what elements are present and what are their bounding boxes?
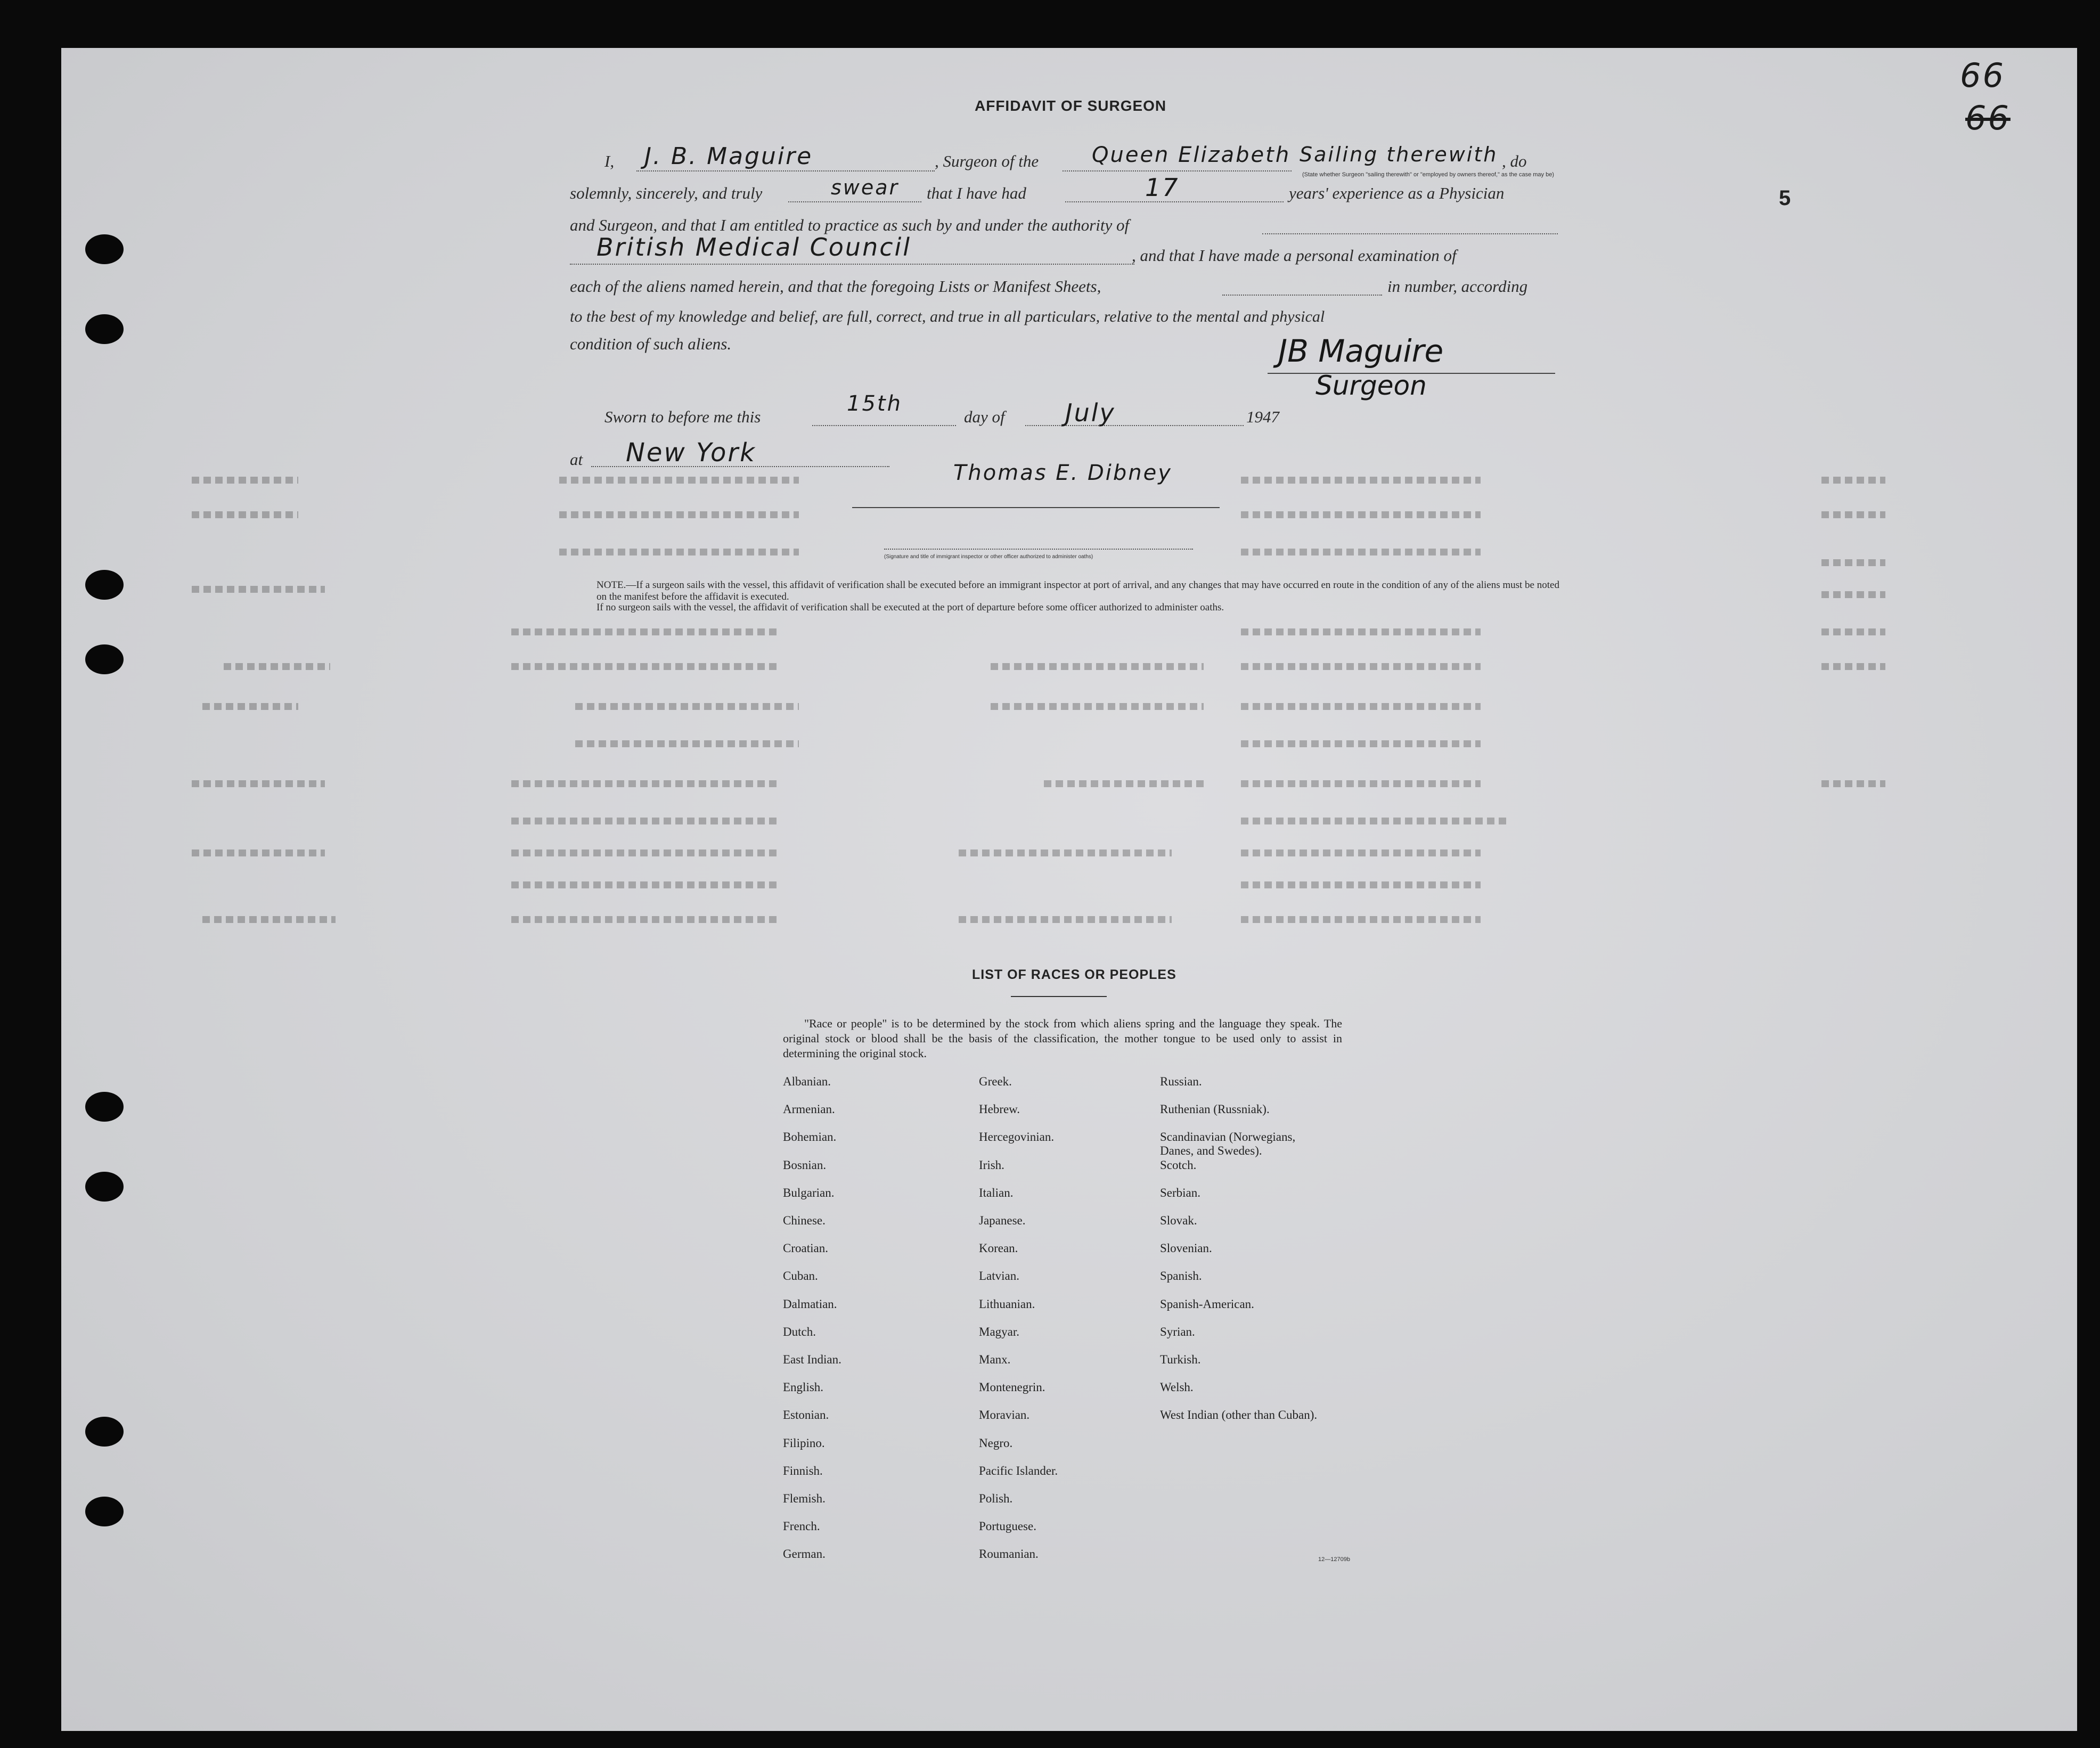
race-item: Cuban. [783,1269,818,1283]
race-item: West Indian (other than Cuban). [1160,1408,1318,1422]
page-number-crossed: 66 [1965,99,2011,137]
bleed-through-row [1241,549,1481,556]
bleed-through-row [575,703,799,710]
bleed-through-row [991,663,1204,670]
line2-mid: that I have had [927,184,1026,202]
signature-line [852,507,1220,508]
officer-signature: Thomas E. Dibney [953,461,1172,485]
bleed-through-row [991,703,1204,710]
note-2: If no surgeon sails with the vessel, the affidavit of verification shall be executed at the port of departure before some officer authorized to administer oaths. [597,602,1224,613]
race-item: Bulgarian. [783,1186,835,1199]
role-note: (State whether Surgeon "sailing therewith" or "employed by owners thereof," as the case may be) [1302,171,1554,178]
bleed-through-row [511,628,778,635]
sworn-day: 15th [847,391,902,416]
sheet-number: 5 [1779,186,1792,210]
race-item: Dalmatian. [783,1297,837,1311]
line2-pre: solemnly, sincerely, and truly [570,184,763,202]
bleed-through-row [1241,740,1481,747]
bleed-through-row [959,916,1172,923]
punch-hole [85,1417,124,1447]
race-item: East Indian. [783,1353,841,1366]
race-item: Lithuanian. [979,1297,1035,1311]
race-item: Chinese. [783,1214,826,1227]
race-item: Bosnian. [783,1158,827,1172]
bleed-through-row [1821,511,1885,518]
bleed-through-row [1241,850,1481,856]
sworn-place: New York [626,438,756,468]
race-item: Finnish. [783,1464,823,1477]
dotted-line [812,425,956,426]
race-item: Magyar. [979,1325,1020,1338]
line5-post: in number, according [1387,277,1528,296]
bleed-through-row [1241,818,1507,824]
punch-hole [85,1092,124,1122]
line1-mid: , Surgeon of the [935,152,1039,170]
affidavit-title: AFFIDAVIT OF SURGEON [975,97,1167,114]
race-item: Scotch. [1160,1158,1197,1172]
race-item: Armenian. [783,1102,835,1116]
race-item: Slovenian. [1160,1241,1212,1255]
punch-hole [85,1172,124,1202]
dotted-line [1025,425,1244,426]
bleed-through-row [1241,511,1481,518]
race-item: Moravian. [979,1408,1030,1422]
punch-hole [85,570,124,600]
sworn-pre: Sworn to before me this [604,407,761,426]
race-item: Hebrew. [979,1102,1020,1116]
dotted-line [788,201,921,202]
bleed-through-row [559,477,799,484]
sworn-year: 1947 [1246,407,1279,426]
bleed-through-row [1821,591,1885,598]
bleed-through-row [511,881,778,888]
line2-post: years' experience as a Physician [1289,184,1505,202]
race-item: Filipino. [783,1436,825,1450]
bleed-through-row [192,780,325,787]
race-item: Manx. [979,1353,1011,1366]
race-item: Korean. [979,1241,1018,1255]
dotted-line [1063,170,1292,171]
race-item: German. [783,1547,826,1561]
race-item: Portuguese. [979,1520,1036,1533]
bleed-through-row [559,549,799,556]
surgeon-role: Sailing therewith [1300,143,1498,166]
race-item: English. [783,1381,824,1394]
race-item: Welsh. [1160,1381,1194,1394]
title-rule [1011,996,1107,997]
race-item: Scandinavian (Norwegians, Danes, and Swedes). [1160,1130,1296,1158]
race-item: Negro. [979,1436,1013,1450]
bleed-through-row [511,818,778,824]
sworn-month: July [1065,398,1116,427]
race-item: Latvian. [979,1269,1019,1283]
surgeon-signature: JB Maguire [1278,333,1444,369]
race-item: Japanese. [979,1214,1026,1227]
race-item: Italian. [979,1186,1014,1199]
bleed-through-row [192,511,298,518]
race-item: Irish. [979,1158,1004,1172]
bleed-through-row [192,586,325,593]
bleed-through-row [1821,477,1885,484]
bleed-through-row [1241,703,1481,710]
bleed-through-row [192,850,325,856]
officer-caption: (Signature and title of immigrant inspector or other officer authorized to administer oaths) [884,554,1093,560]
race-item: Spanish. [1160,1269,1202,1283]
punch-hole [85,314,124,344]
ship-name: Queen Elizabeth [1092,143,1291,167]
race-item: Syrian. [1160,1325,1195,1338]
bleed-through-row [575,740,799,747]
dotted-line [570,264,1134,265]
bleed-through-row [559,511,799,518]
surgeon-signature-title: Surgeon [1315,370,1427,401]
line5-pre: each of the aliens named herein, and that the foregoing Lists or Manifest Sheets, [570,277,1101,296]
licensing-authority: British Medical Council [597,233,912,262]
race-item: Ruthenian (Russniak). [1160,1102,1270,1116]
bleed-through-row [1241,881,1481,888]
document-sheet [61,48,2077,1731]
race-item: Russian. [1160,1075,1202,1088]
line4-post: , and that I have made a personal examination of [1132,246,1457,265]
bleed-through-row [1821,628,1885,635]
bleed-through-row [192,477,298,484]
bleed-through-row [1821,780,1885,787]
page-number-top: 66 [1960,56,2005,95]
race-item: Albanian. [783,1075,831,1088]
bleed-through-row [1241,916,1481,923]
bleed-through-row [202,703,298,710]
race-item: Flemish. [783,1492,826,1505]
race-item: Serbian. [1160,1186,1201,1199]
line1-pre: I, [604,152,615,170]
bleed-through-row [1241,477,1481,484]
bleed-through-row [1241,780,1481,787]
bleed-through-row [1241,663,1481,670]
bleed-through-row [202,916,336,923]
line3: and Surgeon, and that I am entitled to practice as such by and under the authority of [570,216,1130,234]
race-item: Pacific Islander. [979,1464,1058,1477]
bleed-through-row [1821,663,1885,670]
bleed-through-row [511,663,778,670]
surgeon-name: J. B. Maguire [644,143,813,170]
line7: condition of such aliens. [570,334,732,353]
note-1-text: NOTE.—If a surgeon sails with the vessel, this affidavit of verification shall be executed before an immigrant inspector at port of arrival, and any changes that may have occurred en route in the condition of any of the aliens must be noted on the manifest before the affidavit is executed. [597,579,1559,602]
punch-hole [85,644,124,674]
dotted-line [884,549,1193,550]
race-item: Hercegovinian. [979,1130,1055,1144]
dotted-line [1262,233,1558,234]
bleed-through-row [959,850,1172,856]
bleed-through-row [1241,628,1481,635]
years-experience: 17 [1145,173,1180,202]
bleed-through-row [511,850,778,856]
sworn-mid: day of [964,407,1005,426]
race-item: Montenegrin. [979,1381,1045,1394]
race-item: Spanish-American. [1160,1297,1254,1311]
race-item: Dutch. [783,1325,816,1338]
race-item: Greek. [979,1075,1012,1088]
races-intro: "Race or people" is to be determined by the stock from which aliens spring and the language they speak. The original stock or blood shall be the basis of the classification, the mother tongue to be used only to assist in determining the original stock. [783,1017,1342,1060]
races-title: LIST OF RACES OR PEOPLES [972,967,1176,982]
dotted-line [1222,295,1382,296]
at-pre: at [570,450,583,469]
bleed-through-row [1821,559,1885,566]
race-item: Roumanian. [979,1547,1039,1561]
race-item: French. [783,1520,820,1533]
form-code: 12—12709b [1318,1556,1350,1563]
race-item: Bohemian. [783,1130,837,1144]
race-item: Croatian. [783,1241,828,1255]
bleed-through-row [511,916,778,923]
bleed-through-row [511,780,778,787]
race-item: Turkish. [1160,1353,1201,1366]
race-item: Estonian. [783,1408,829,1422]
race-item: Polish. [979,1492,1013,1505]
race-item: Slovak. [1160,1214,1197,1227]
bleed-through-row [224,663,330,670]
oath-verb: swear [831,176,900,199]
punch-hole [85,1497,124,1526]
line1-post: , do [1502,152,1527,170]
line6: to the best of my knowledge and belief, are full, correct, and true in all particulars, relative to the mental and physical [570,308,1325,325]
dotted-line [636,170,935,171]
punch-hole [85,234,124,264]
note-1 [597,579,1560,603]
bleed-through-row [1044,780,1204,787]
